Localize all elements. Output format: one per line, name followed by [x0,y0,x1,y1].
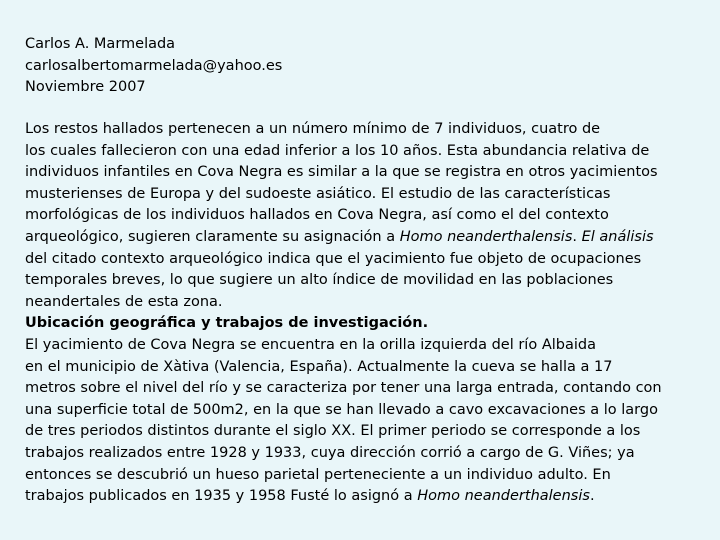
paragraph-1-line: musterienses de Europa y del sudoeste asiático. El estudio de las características [25,185,611,202]
document-header [25,34,282,99]
paragraph-2-line: metros sobre el nivel del río y se caracteriza por tener una larga entrada, contando con [25,380,662,397]
text-segment: . [572,228,582,245]
document-body [25,119,695,508]
paragraph-2-line: una superficie total de 500m2, en la que se han llevado a cavo excavaciones a lo largo [25,401,658,418]
document-date: Noviembre 2007 [25,79,146,95]
text-segment: . [589,488,595,505]
paragraph-1-line: individuos infantiles en Cova Negra es similar a la que se registra en otros yacimientos [25,164,658,181]
paragraph-2-line [25,486,695,508]
text-segment: arqueológico, sugieren claramente su asignación a [25,228,400,245]
paragraph-2-line: en el municipio de Xàtiva (Valencia, España). Actualmente la cueva se halla a 17 [25,358,613,375]
paragraph-1-line: temporales breves, lo que sugiere un alto índice de movilidad en las poblaciones [25,272,614,289]
species-name: Homo neanderthalensis [417,488,590,505]
paragraph-1-line: morfológicas de los individuos hallados en Cova Negra, así como el del contexto [25,207,609,224]
paragraph-1-line [25,227,695,249]
section-heading: Ubicación geográfica y trabajos de investigación. [25,315,429,332]
author-email: carlosalbertomarmelada@yahoo.es [25,57,283,74]
species-name: Homo neanderthalensis [399,228,573,245]
paragraph-1-line: Los restos hallados pertenecen a un número mínimo de 7 individuos, cuatro de [25,121,601,137]
paragraph-2-line: de tres periodos distintos durante el siglo XX. El primer periodo se corresponde a los [25,423,641,440]
author-name: Carlos A. Marmelada [25,36,176,52]
paragraph-2-line: entonces se descubrió un hueso parietal perteneciente a un individuo adulto. En [25,466,611,483]
paragraph-2-line: trabajos realizados entre 1928 y 1933, cuya dirección corrió a cargo de G. Viñes; ya [25,444,635,461]
paragraph-1-line: del citado contexto arqueológico indica que el yacimiento fue objeto de ocupaciones [25,250,642,267]
italic-text: El análisis [581,228,654,245]
paragraph-1-line: neandertales de esta zona. [25,293,223,310]
paragraph-2-line: El yacimiento de Cova Negra se encuentra en la orilla izquierda del río Albaida [25,336,596,353]
text-segment: trabajos publicados en 1935 y 1958 Fusté lo asignó a [25,488,418,505]
paragraph-1-line: los cuales fallecieron con una edad inferior a los 10 años. Esta abundancia relativa de [25,142,650,159]
